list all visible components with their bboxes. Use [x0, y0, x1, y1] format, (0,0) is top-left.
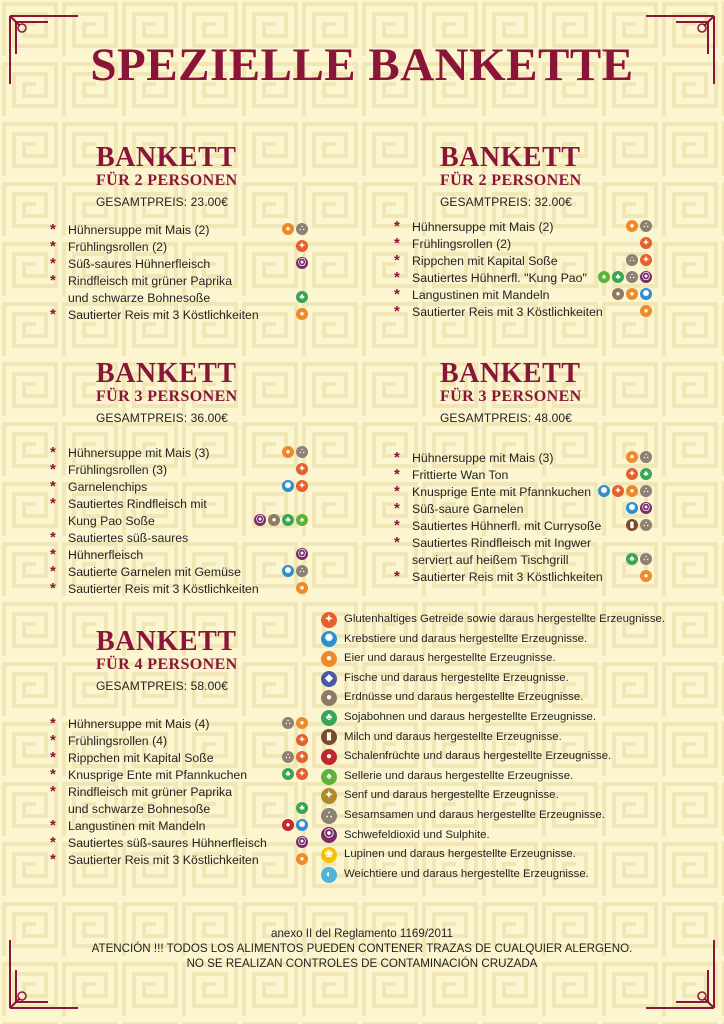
banquet-items	[394, 450, 654, 586]
peanut-icon: ●	[268, 514, 280, 526]
shell-icon: ◐	[321, 867, 337, 883]
menu-item	[50, 563, 305, 581]
peanut-icon: ●	[612, 288, 624, 300]
page-title: SPEZIELLE BANKETTE	[90, 39, 634, 91]
legend-item-soy	[321, 708, 665, 728]
sesame-icon: ∴	[640, 220, 652, 232]
menu-item-text: Kung Pao Soße	[68, 514, 155, 528]
menu-item-text: Sautierter Reis mit 3 Köstlichkeiten	[68, 582, 259, 596]
allergen-icons	[598, 271, 652, 283]
allergen-icons	[282, 480, 308, 492]
asterisk-bullet: *	[50, 444, 56, 461]
soy-icon: ♣	[640, 468, 652, 480]
legend-item-peanut	[321, 688, 665, 708]
allergen-icons	[282, 717, 308, 729]
allergen-icons	[626, 220, 652, 232]
banquet-heading: BANKETT	[440, 358, 581, 389]
allergen-icons	[640, 305, 652, 317]
asterisk-bullet: *	[394, 303, 400, 320]
menu-item-text: Süß-saure Garnelen	[412, 502, 524, 516]
allergen-icons	[254, 514, 308, 526]
menu-item	[394, 270, 654, 287]
wheat-icon: ✦	[640, 237, 652, 249]
banquet-2-persons-23	[96, 144, 396, 209]
menu-item	[50, 238, 306, 256]
menu-item	[50, 783, 305, 818]
menu-item	[394, 484, 654, 501]
wheat-icon: ✦	[296, 734, 308, 746]
menu-item-text: Frühlingsrollen (3)	[68, 463, 168, 477]
menu-item-text: Sautiertes Hühnerfl. mit Currysoße	[412, 519, 602, 533]
asterisk-bullet: *	[50, 478, 56, 495]
asterisk-bullet: *	[394, 252, 400, 269]
sesame-icon: ∴	[626, 271, 638, 283]
legend-item-gluten	[321, 610, 665, 630]
asterisk-bullet: *	[394, 218, 400, 235]
asterisk-bullet: *	[50, 834, 56, 851]
asterisk-bullet: *	[394, 568, 400, 585]
wheat-icon: ✦	[296, 768, 308, 780]
sulphite-icon: ⦿	[642, 272, 650, 281]
sesame-icon: ∴	[640, 485, 652, 497]
sesame-icon: ∴	[296, 446, 308, 458]
menu-item	[50, 580, 305, 598]
sulphite-icon: ⦿	[642, 503, 650, 512]
allergen-legend	[321, 610, 665, 884]
menu-item-text: Sautierter Reis mit 3 Köstlichkeiten	[68, 308, 259, 322]
wheat-icon: ✦	[612, 485, 624, 497]
allergen-icons	[296, 291, 308, 303]
allergen-icons	[282, 768, 308, 780]
mustard-icon: ✦	[321, 788, 337, 804]
asterisk-bullet: *	[50, 461, 56, 478]
legend-item-sesame	[321, 806, 665, 826]
celery-icon: ♠	[598, 271, 610, 283]
menu-item	[50, 817, 306, 835]
egg-icon: ●	[321, 651, 337, 667]
menu-item	[50, 851, 305, 869]
menu-item	[394, 518, 654, 535]
crab-icon: ✺	[282, 480, 294, 492]
soy-icon: ♣	[296, 291, 308, 303]
legend-item-egg	[321, 649, 665, 669]
menu-item	[50, 461, 306, 479]
sulphite-icon: ⦿	[298, 549, 306, 558]
asterisk-bullet: *	[394, 286, 400, 303]
asterisk-bullet: *	[50, 715, 56, 732]
asterisk-bullet: *	[50, 221, 56, 238]
asterisk-bullet: *	[50, 851, 56, 868]
menu-item-text: Sautiertes Hühnerfl. "Kung Pao"	[412, 271, 587, 285]
soy-icon: ♣	[296, 802, 308, 814]
asterisk-bullet: *	[50, 495, 56, 512]
banquet-price: GESAMTPREIS: 36.00€	[96, 411, 228, 425]
menu-item-text: Rippchen mit Kapital Soße	[68, 751, 214, 765]
menu-item-text: Sautierter Reis mit 3 Köstlichkeiten	[68, 853, 259, 867]
egg-icon: ●	[282, 223, 294, 235]
sesame-icon: ∴	[640, 519, 652, 531]
sesame-icon: ∴	[640, 451, 652, 463]
menu-item	[50, 834, 306, 852]
menu-item	[50, 732, 306, 750]
egg-icon: ●	[296, 717, 308, 729]
asterisk-bullet: *	[50, 766, 56, 783]
banquet-heading: BANKETT	[96, 358, 237, 389]
milk-icon: ▮	[626, 519, 638, 531]
legend-item-crust	[321, 630, 665, 650]
asterisk-bullet: *	[50, 529, 56, 546]
banquet-items	[50, 444, 306, 598]
allergen-icons	[282, 565, 308, 577]
footer-regulation: anexo II del Reglamento 1169/2011	[271, 927, 453, 940]
allergen-icons	[282, 819, 308, 831]
sulphite-icon: ⦿	[298, 258, 306, 267]
menu-item	[50, 495, 305, 530]
menu-item-text: Sautiertes Rindfleisch mit	[68, 497, 207, 511]
menu-item	[50, 546, 306, 564]
menu-item	[394, 569, 654, 586]
asterisk-bullet: *	[50, 563, 56, 580]
menu-item-text: Frühlingsrollen (2)	[412, 237, 512, 251]
menu-item	[394, 287, 654, 304]
legend-label: Schwefeldioxid und Sulphite.	[344, 828, 490, 841]
allergen-icons	[626, 451, 652, 463]
menu-item	[50, 221, 305, 239]
menu-item	[394, 467, 654, 484]
allergen-icons	[598, 485, 652, 497]
egg-icon: ●	[626, 485, 638, 497]
allergen-icons	[296, 463, 308, 475]
legend-item-mustard	[321, 786, 665, 806]
fish-icon: ◆	[321, 671, 337, 687]
menu-item-text: Sautiertes Rindfleisch mit Ingwer	[412, 536, 592, 550]
legend-label: Sojabohnen und daraus hergestellte Erzeugnisse.	[344, 710, 597, 723]
menu-item	[394, 219, 654, 236]
menu-item-text: Sautierter Reis mit 3 Köstlichkeiten	[412, 305, 603, 319]
legend-item-milk	[321, 728, 665, 748]
banquet-items	[50, 221, 306, 324]
legend-item-nuts	[321, 747, 665, 767]
wheat-icon: ✦	[626, 468, 638, 480]
asterisk-bullet: *	[394, 534, 400, 551]
banquet-price: GESAMTPREIS: 58.00€	[96, 679, 228, 693]
legend-item-sulphite	[321, 826, 665, 846]
banquet-persons: FÜR 2 PERSONEN	[96, 172, 238, 189]
asterisk-bullet: *	[50, 580, 56, 597]
soy-icon: ♣	[282, 514, 294, 526]
banquet-price: GESAMTPREIS: 23.00€	[96, 195, 228, 209]
crab-icon: ✺	[626, 502, 638, 514]
asterisk-bullet: *	[50, 783, 56, 800]
allergen-icons	[640, 570, 652, 582]
menu-item-text: Langustinen mit Mandeln	[68, 819, 206, 833]
legend-label: Sesamsamen und daraus hergestellte Erzeugnisse.	[344, 808, 605, 821]
asterisk-bullet: *	[394, 483, 400, 500]
banquet-heading: BANKETT	[440, 142, 581, 173]
allergen-icons	[282, 446, 308, 458]
sesame-icon: ∴	[282, 751, 294, 763]
banquet-persons: FÜR 4 PERSONEN	[96, 656, 238, 673]
legend-label: Glutenhaltiges Getreide sowie daraus hergestellte Erzeugnisse.	[344, 613, 666, 625]
legend-label: Lupinen und daraus hergestellte Erzeugnisse.	[344, 848, 576, 861]
crab-icon: ✺	[282, 565, 294, 577]
legend-item-lupin	[321, 845, 665, 865]
allergen-icons	[296, 734, 308, 746]
sesame-icon: ∴	[296, 565, 308, 577]
allergen-icons	[626, 519, 652, 531]
legend-label: Fische und daraus hergestellte Erzeugnisse.	[344, 671, 569, 684]
banquet-2-persons-32	[440, 144, 724, 209]
egg-icon: ●	[296, 853, 308, 865]
nut-icon: ●	[282, 819, 294, 831]
menu-item-text: Frühlingsrollen (4)	[68, 734, 168, 748]
asterisk-bullet: *	[50, 817, 56, 834]
allergen-icons	[640, 237, 652, 249]
legend-label: Schalenfrüchte und daraus hergestellte Erzeugnisse.	[344, 750, 612, 763]
banquet-3-persons-48	[440, 360, 724, 425]
menu-item-text: Sautierter Reis mit 3 Köstlichkeiten	[412, 570, 603, 584]
asterisk-bullet: *	[50, 306, 56, 323]
banquet-3-persons-36	[96, 360, 396, 425]
soy-icon: ♣	[626, 553, 638, 565]
allergen-icons	[296, 548, 308, 560]
asterisk-bullet: *	[50, 255, 56, 272]
allergen-icons	[626, 502, 652, 514]
allergen-icons	[626, 254, 652, 266]
legend-label: Krebstiere und daraus hergestellte Erzeugnisse.	[344, 632, 588, 645]
asterisk-bullet: *	[394, 500, 400, 517]
wheat-icon: ✦	[296, 240, 308, 252]
asterisk-bullet: *	[50, 546, 56, 563]
allergen-icons	[612, 288, 652, 300]
banquet-persons: FÜR 3 PERSONEN	[440, 388, 582, 405]
menu-item-text: und schwarze Bohnesoße	[68, 291, 211, 305]
menu-item-text: Hühnersuppe mit Mais (2)	[68, 223, 210, 237]
menu-item-text: Rindfleisch mit grüner Paprika	[68, 274, 233, 288]
menu-item-text: Langustinen mit Mandeln	[412, 288, 550, 302]
legend-label: Milch und daraus hergestellte Erzeugnisse.	[344, 730, 562, 743]
allergen-icons	[282, 223, 308, 235]
allergen-icons	[626, 553, 652, 565]
menu-item-text: Sautierte Garnelen mit Gemüse	[68, 565, 241, 579]
menu-item-text: Sautiertes süß-saures Hühnerfleisch	[68, 836, 267, 850]
menu-item	[394, 304, 654, 321]
banquet-persons: FÜR 2 PERSONEN	[440, 172, 582, 189]
wheat-icon: ✦	[296, 480, 308, 492]
menu-item	[50, 255, 306, 273]
sesame-icon: ∴	[640, 553, 652, 565]
menu-item-text: Hühnersuppe mit Mais (3)	[412, 451, 554, 465]
allergen-icons	[296, 802, 308, 814]
asterisk-bullet: *	[394, 517, 400, 534]
asterisk-bullet: *	[50, 749, 56, 766]
menu-item-text: Hühnersuppe mit Mais (2)	[412, 220, 554, 234]
legend-label: Erdnüsse und daraus hergestellte Erzeugnisse.	[344, 691, 584, 704]
menu-item	[394, 535, 654, 569]
asterisk-bullet: *	[394, 466, 400, 483]
menu-item-text: Frittierte Wan Ton	[412, 468, 509, 482]
menu-item	[50, 272, 305, 307]
menu-item	[394, 450, 654, 467]
footer-warning: ATENCIÓN !!! TODOS LOS ALIMENTOS PUEDEN CONTENER TRAZAS DE CUALQUIER ALERGENO.	[91, 942, 633, 955]
footer-cross-contamination: NO SE REALIZAN CONTROLES DE CONTAMINACIÓN CRUZADA	[186, 957, 538, 970]
peanut-icon: ●	[321, 690, 337, 706]
crab-icon: ✺	[598, 485, 610, 497]
menu-item-text: Frühlingsrollen (2)	[68, 240, 168, 254]
asterisk-bullet: *	[394, 235, 400, 252]
menu-item	[394, 236, 654, 253]
wheat-icon: ✦	[640, 254, 652, 266]
egg-icon: ●	[626, 451, 638, 463]
asterisk-bullet: *	[50, 272, 56, 289]
lupin-icon: ❀	[321, 847, 337, 863]
menu-item-text: Süß-saures Hühnerfleisch	[68, 257, 211, 271]
sesame-icon: ∴	[296, 223, 308, 235]
menu-item	[50, 478, 306, 496]
sesame-icon: ∴	[626, 254, 638, 266]
legend-item-fish	[321, 669, 665, 689]
egg-icon: ●	[296, 582, 308, 594]
egg-icon: ●	[640, 570, 652, 582]
banquet-items	[50, 715, 306, 869]
milk-icon: ▮	[321, 729, 337, 745]
legend-label: Sellerie und daraus hergestellte Erzeugnisse.	[344, 769, 574, 782]
sulphite-icon: ⦿	[256, 515, 264, 524]
egg-icon: ●	[626, 220, 638, 232]
soy-icon: ♣	[612, 271, 624, 283]
menu-item-text: serviert auf heißem Tischgrill	[412, 553, 569, 567]
menu-item-text: Knusprige Ente mit Pfannkuchen	[68, 768, 248, 782]
menu-item-text: und schwarze Bohnesoße	[68, 802, 211, 816]
menu-item-text: Knusprige Ente mit Pfannkuchen	[412, 485, 592, 499]
allergen-icons	[296, 836, 308, 848]
menu-item-text: Rindfleisch mit grüner Paprika	[68, 785, 233, 799]
allergen-icons	[296, 582, 308, 594]
banquet-items	[394, 219, 654, 321]
legend-label: Weichtiere und daraus hergestellte Erzeugnisse.	[344, 867, 589, 880]
allergen-icons	[296, 853, 308, 865]
menu-item-text: Hühnerfleisch	[68, 548, 144, 562]
menu-item-text: Hühnersuppe mit Mais (4)	[68, 717, 210, 731]
menu-item-text: Garnelenchips	[68, 480, 148, 494]
legend-item-mollusc	[321, 865, 665, 885]
menu-item	[394, 253, 654, 270]
sesame-icon: ∴	[282, 717, 294, 729]
sesame-icon: ∴	[321, 808, 337, 824]
egg-icon: ●	[282, 446, 294, 458]
menu-item-text: Rippchen mit Kapital Soße	[412, 254, 558, 268]
menu-item	[50, 715, 305, 733]
asterisk-bullet: *	[50, 238, 56, 255]
menu-item	[50, 306, 305, 324]
allergen-icons	[282, 751, 308, 763]
celery-icon: ♠	[296, 514, 308, 526]
menu-item	[50, 766, 306, 784]
egg-icon: ●	[296, 308, 308, 320]
allergen-icons	[296, 240, 308, 252]
sulphite-icon: ⦿	[321, 827, 337, 843]
menu-item-text: Sautiertes süß-saures	[68, 531, 189, 545]
asterisk-bullet: *	[394, 449, 400, 466]
menu-item-text: Hühnersuppe mit Mais (3)	[68, 446, 210, 460]
egg-icon: ●	[626, 288, 638, 300]
legend-label: Senf und daraus hergestellte Erzeugnisse.	[344, 789, 559, 802]
egg-icon: ●	[640, 305, 652, 317]
celery-icon: ♠	[321, 769, 337, 785]
wheat-icon: ✦	[296, 463, 308, 475]
asterisk-bullet: *	[50, 732, 56, 749]
crab-icon: ✺	[640, 288, 652, 300]
legend-label: Eier und daraus hergestellte Erzeugnisse.	[344, 652, 556, 665]
nut-icon: ●	[321, 749, 337, 765]
menu-item	[50, 749, 306, 767]
allergen-icons	[296, 257, 308, 269]
menu-item	[50, 530, 290, 547]
sulphite-icon: ⦿	[298, 837, 306, 846]
allergen-icons	[626, 468, 652, 480]
asterisk-bullet: *	[394, 269, 400, 286]
legend-item-celery	[321, 767, 665, 787]
menu-item	[394, 501, 654, 518]
banquet-price: GESAMTPREIS: 48.00€	[440, 411, 572, 425]
banquet-heading: BANKETT	[96, 142, 237, 173]
soy-icon: ♣	[321, 710, 337, 726]
menu-item	[50, 444, 305, 462]
banquet-persons: FÜR 3 PERSONEN	[96, 388, 238, 405]
banquet-price: GESAMTPREIS: 32.00€	[440, 195, 572, 209]
wheat-icon: ✦	[321, 612, 337, 628]
crab-icon: ✺	[321, 631, 337, 647]
soy-icon: ♣	[282, 768, 294, 780]
allergen-icons	[296, 308, 308, 320]
footer	[0, 926, 724, 971]
banquet-heading: BANKETT	[96, 626, 237, 657]
crab-icon: ✺	[296, 819, 308, 831]
wheat-icon: ✦	[296, 751, 308, 763]
